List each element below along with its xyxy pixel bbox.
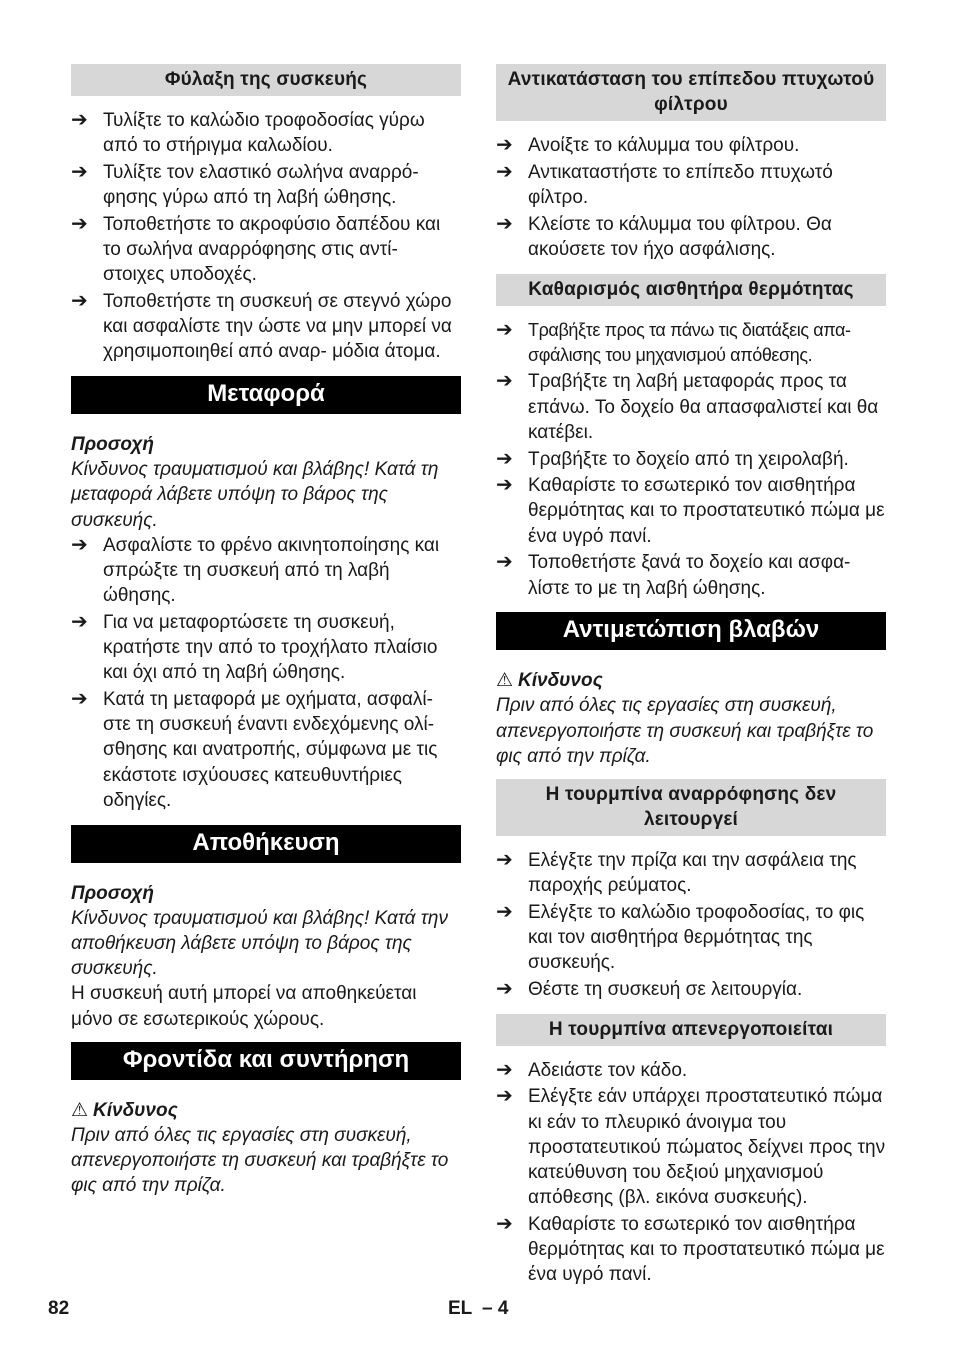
list-item: ➔ Τραβήξτε προς τα πάνω τις διατάξεις απα- σφάλισης του μηχανισμού απόθεσης. — [496, 318, 886, 368]
arrow-right-icon: ➔ — [71, 289, 88, 312]
section-heading-turbine-not-working: Η τουρμπίνα αναρρόφησης δεν λειτουργεί — [496, 779, 886, 836]
list-item: ➔ Καθαρίστε το εσωτερικό τον αισθητήρα θερμότητας και το προστατευτικό πώμα με ένα υγρό πανί. — [496, 473, 886, 549]
list-item: ➔ Τυλίξτε τον ελαστικό σωλήνα αναρρό- φησης γύρω από τη λαβή ώθησης. — [71, 160, 461, 210]
arrow-right-icon: ➔ — [71, 160, 88, 183]
arrow-right-icon: ➔ — [496, 551, 513, 574]
danger-label-row: ⚠ Κίνδυνος — [496, 668, 886, 693]
danger-label-row: ⚠ Κίνδυνος — [71, 1098, 461, 1123]
section-heading-care: Φροντίδα και συντήρηση — [71, 1042, 461, 1080]
list-item: ➔ Θέστε τη συσκευή σε λειτουργία. — [496, 977, 886, 1002]
arrow-right-icon: ➔ — [71, 533, 88, 556]
caution-text: Κίνδυνος τραυματισμού και βλάβης! Κατά την αποθήκευση λάβετε υπόψη το βάρος της συσκευής. — [71, 907, 448, 980]
right-column — [496, 64, 886, 1289]
list-item: ➔ Καθαρίστε το εσωτερικό τον αισθητήρα θερμότητας και το προστατευτικό πώμα με ένα υγρό πανί. — [496, 1212, 886, 1288]
arrow-right-icon: ➔ — [496, 212, 513, 235]
list-item: ➔ Ανοίξτε το κάλυμμα του φίλτρου. — [496, 133, 886, 158]
arrow-right-icon: ➔ — [496, 447, 513, 470]
list-item: ➔ Τοποθετήστε ξανά το δοχείο και ασφα- λίστε το με τη λαβή ώθησης. — [496, 550, 886, 600]
section-heading-filter: Αντικατάσταση του επίπεδου πτυχωτού φίλτρου — [496, 64, 886, 121]
arrow-right-icon: ➔ — [496, 1213, 513, 1235]
section-heading-transport: Μεταφορά — [71, 376, 461, 414]
list-turbine-not-working — [496, 848, 886, 1002]
list-item: ➔ Κατά τη μεταφορά με οχήματα, ασφαλί- στε τη συσκευή έναντι ενδεχόμενης ολί- σθησης και ανατροπής, σύμφωνα με τις εκάστοτε ισχύουσες κατευθυντήριες οδηγίες. — [71, 687, 461, 813]
list-item: ➔ Κλείστε το κάλυμμα του φίλτρου. Θα ακούσετε τον ήχο ασφάλισης. — [496, 212, 886, 262]
list-filter — [496, 133, 886, 262]
caution-text: Κίνδυνος τραυματισμού και βλάβης! Κατά τη μεταφορά λάβετε υπόψη το βάρος της συσκευής. — [71, 459, 439, 531]
list-storage-device — [71, 108, 461, 365]
arrow-right-icon: ➔ — [71, 109, 88, 131]
footer-section: – 4 — [482, 1298, 509, 1319]
list-item: ➔ Τυλίξτε το καλώδιο τροφοδοσίας γύρω από το στήριγμα καλωδίου. — [71, 108, 461, 158]
list-item: ➔ Τραβήξτε τη λαβή μεταφοράς προς τα επάνω. Το δοχείο θα απασφαλιστεί και θα κατέβει. — [496, 369, 886, 445]
arrow-right-icon: ➔ — [496, 318, 513, 341]
arrow-right-icon: ➔ — [496, 900, 513, 923]
arrow-right-icon: ➔ — [496, 978, 513, 1001]
section-heading-sensor: Καθαρισμός αισθητήρα θερμότητας — [496, 274, 886, 306]
arrow-right-icon: ➔ — [496, 474, 513, 497]
list-item: ➔ Τοποθετήστε τη συσκευή σε στεγνό χώρο και ασφαλίστε την ώστε να μην μπορεί να χρησιμοποιηθεί από αναρ- μόδια άτομα. — [71, 289, 461, 365]
arrow-right-icon: ➔ — [71, 610, 88, 633]
list-item: ➔ Ασφαλίστε το φρένο ακινητοποίησης και σπρώξτε τη συσκευή από τη λαβή ώθησης. — [71, 533, 461, 609]
caution-label: Προσοχή — [71, 434, 155, 456]
list-item: ➔ Τραβήξτε το δοχείο από τη χειρολαβή. — [496, 447, 886, 472]
arrow-right-icon: ➔ — [496, 1058, 513, 1081]
list-item: ➔ Ελέγξτε την πρίζα και την ασφάλεια της παροχής ρεύματος. — [496, 848, 886, 898]
list-item: ➔ Ελέγξτε το καλώδιο τροφοδοσίας, το φις και τον αισθητήρα θερμότητας της συσκευής. — [496, 900, 886, 976]
arrow-right-icon: ➔ — [496, 1085, 513, 1108]
arrow-right-icon: ➔ — [496, 849, 513, 872]
arrow-right-icon: ➔ — [496, 134, 513, 156]
section-heading-turbine-off: Η τουρμπίνα απενεργοποιείται — [496, 1014, 886, 1046]
footer-lang: EL — [448, 1298, 473, 1319]
list-item: ➔ Αδειάστε τον κάδο. — [496, 1058, 886, 1083]
warning-triangle-icon: ⚠ — [71, 1099, 89, 1121]
list-turbine-off — [496, 1058, 886, 1288]
list-sensor — [496, 318, 886, 601]
page-number: 82 — [48, 1298, 70, 1319]
arrow-right-icon: ➔ — [496, 160, 513, 183]
list-transport — [71, 533, 461, 813]
danger-text: Πριν από όλες τις εργασίες στη συσκευή, απενεργοποιήστε τη συσκευή και τραβήξτε το φις από την πρίζα. — [71, 1125, 449, 1197]
arrow-right-icon: ➔ — [71, 212, 88, 235]
caution-label: Προσοχή — [71, 882, 155, 904]
list-item: ➔ Ελέγξτε εάν υπάρχει προστατευτικό πώμα κι εάν το πλευρικό άνοιγμα του προστατευτικού πώματος δείχνει προς την κατεύθυνση του δεξιού μηχανισμού απόθεσης (βλ. εικόνα συσκευής). — [496, 1084, 886, 1210]
arrow-right-icon: ➔ — [496, 370, 513, 393]
list-item: ➔ Για να μεταφορτώσετε τη συσκευή, κρατήστε την από το τροχήλατο πλαίσιο και όχι από τη λαβή ώθησης. — [71, 610, 461, 686]
section-heading-storage-device: Φύλαξη της συσκευής — [71, 64, 461, 96]
storage-note: Η συσκευή αυτή μπορεί να αποθηκεύεται μόνο σε εσωτερικούς χώρους. — [71, 983, 417, 1030]
danger-text: Πριν από όλες τις εργασίες στη συσκευή, απενεργοποιήστε τη συσκευή και τραβήξτε το φις από την πρίζα. — [496, 695, 874, 767]
list-item: ➔ Τοποθετήστε το ακροφύσιο δαπέδου και το σωλήνα αναρρόφησης στις αντί- στοιχες υποδοχές. — [71, 212, 461, 288]
warning-triangle-icon: ⚠ — [496, 670, 514, 692]
section-heading-storage: Αποθήκευση — [71, 825, 461, 863]
left-column — [71, 64, 461, 1199]
arrow-right-icon: ➔ — [71, 688, 88, 711]
section-heading-troubleshooting: Αντιμετώπιση βλαβών — [496, 612, 886, 650]
list-item: ➔ Αντικαταστήστε το επίπεδο πτυχωτό φίλτρο. — [496, 160, 886, 210]
